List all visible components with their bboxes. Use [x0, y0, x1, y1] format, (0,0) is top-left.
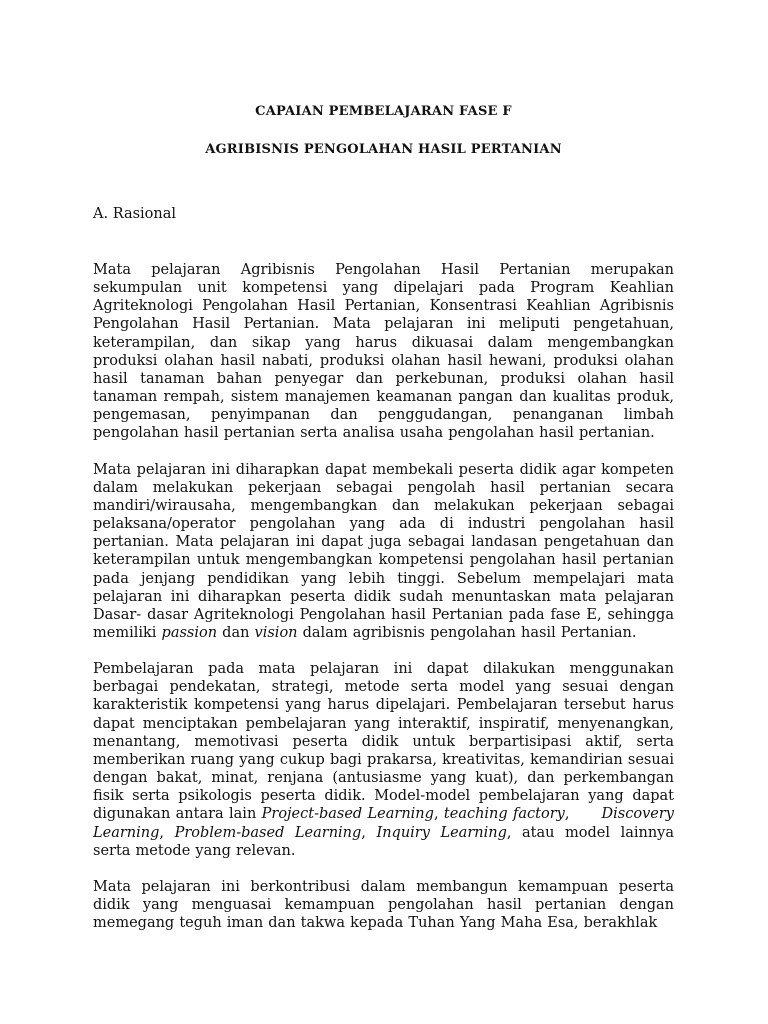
paragraph-2-text-1: Mata pelajaran ini diharapkan dapat membekali peserta didik agar kompeten dalam melakukan pekerjaan sebagai pengolah hasil pertanian secara mandiri/wirausaha, mengembangkan dan melakukan pekerjaan sebagai pelaksana/operator pengolahan yang ada di industri pengolahan hasil pertanian. Mata pelajaran ini dapat juga sebagai landasan pengetahuan dan keterampilan untuk mengembangkan kompetensi pengolahan hasil pertanian pada jenjang pendidikan yang lebih tinggi. Sebelum mempelajari mata pelajaran ini diharapkan peserta didik sudah menuntaskan mata pelajaran Dasar- dasar Agriteknologi Pengolahan hasil Pertanian pada fase E, sehingga memiliki [93, 461, 674, 641]
paragraph-3-sep-1: , [433, 806, 444, 823]
document-title-line-1: CAPAIAN PEMBELAJARAN FASE F [255, 104, 512, 119]
document-title-line-2: AGRIBISNIS PENGOLAHAN HASIL PERTANIAN [205, 142, 562, 157]
paragraph-3-italic-project-based: Project-based Learning [261, 806, 434, 823]
paragraph-3-italic-problem-based: Problem-based Learning [174, 824, 362, 841]
paragraph-4: Mata pelajaran ini berkontribusi dalam membangun kemampuan peserta didik yang menguasai kemampuan pengolahan hasil pertanian dengan memegang teguh iman dan takwa kepada Tuhan Yang Maha Esa, berakhlak [93, 878, 674, 932]
paragraph-3-sep-3: , [159, 824, 175, 841]
paragraph-2-italic-passion: passion [161, 624, 218, 641]
paragraph-3-text-2: , atau model lainnya serta metode yang relevan. [93, 824, 674, 859]
paragraph-3 [93, 660, 674, 860]
paragraph-3-text-1: Pembelajaran pada mata pelajaran ini dapat dilakukan menggunakan berbagai pendekatan, strategi, metode serta model yang sesuai dengan karakteristik kompetensi yang harus dipelajari. Pembelajaran tersebut harus dapat menciptakan pembelajaran yang interaktif, inspiratif, menyenangkan, menantang, memotivasi peserta didik untuk berpartisipasi aktif, serta memberikan ruang yang cukup bagi prakarsa, kreativitas, kemandirian sesuai dengan bakat, minat, renjana (antusiasme yang kuat), dan perkembangan fisik serta psikologis peserta didik. Model-model pembelajaran yang dapat digunakan antara lain [93, 661, 674, 823]
paragraph-3-italic-inquiry: Inquiry Learning [376, 824, 507, 841]
paragraph-3-sep-2: , [564, 806, 602, 823]
paragraph-3-sep-4: , [361, 824, 377, 841]
paragraph-2-text-3: dalam agribisnis pengolahan hasil Pertanian. [297, 624, 637, 641]
section-heading-rasional: A. Rasional [93, 206, 177, 222]
paragraph-3-italic-discovery: Discovery Learning [93, 806, 674, 841]
paragraph-2-italic-vision: vision [254, 624, 298, 641]
paragraph-2-text-2: dan [217, 624, 255, 641]
paragraph-3-italic-teaching-factory: teaching factory [443, 806, 565, 823]
paragraph-2 [93, 461, 674, 643]
paragraph-1: Mata pelajaran Agribisnis Pengolahan Hasil Pertanian merupakan sekumpulan unit kompetensi yang dipelajari pada Program Keahlian Agriteknologi Pengolahan Hasil Pertanian, Konsentrasi Keahlian Agribisnis Pengolahan Hasil Pertanian. Mata pelajaran ini meliputi pengetahuan, keterampilan, dan sikap yang harus dikuasai dalam mengembangkan produksi olahan hasil nabati, produksi olahan hasil hewani, produksi olahan hasil tanaman bahan penyegar dan perkebunan, produksi olahan hasil tanaman rempah, sistem manajemen keamanan pangan dan kualitas produk, pengemasan, penyimpanan dan penggudangan, penanganan limbah pengolahan hasil pertanian serta analisa usaha pengolahan hasil pertanian. [93, 262, 674, 442]
